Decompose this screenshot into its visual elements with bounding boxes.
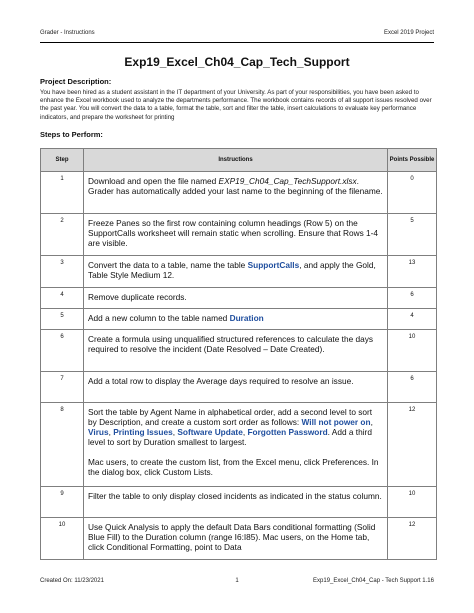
footer-created: Created On: 11/23/2021 <box>40 578 104 584</box>
step-number: 10 <box>41 518 84 560</box>
mac-note: Mac users, to create the custom list, from the Excel menu, click Preferences. In the dialog box, click Custom Lists. <box>88 457 379 477</box>
col-header-step: Step <box>41 149 84 172</box>
sort-item: Software Update <box>177 427 243 437</box>
instruction-cell <box>84 403 388 487</box>
step-number: 4 <box>41 288 84 309</box>
steps-table <box>40 148 437 560</box>
table-row <box>41 309 437 330</box>
points-value: 12 <box>388 518 437 560</box>
points-value: 6 <box>388 288 437 309</box>
points-value: 10 <box>388 487 437 518</box>
page-title: Exp19_Excel_Ch04_Cap_Tech_Support <box>124 55 350 69</box>
table-row <box>41 403 437 487</box>
footer-doc-name: Exp19_Excel_Ch04_Cap - Tech Support 1.16 <box>313 578 434 584</box>
points-value: 6 <box>388 372 437 403</box>
points-value: 13 <box>388 256 437 288</box>
points-value: 10 <box>388 330 437 372</box>
sort-item: Virus <box>88 427 109 437</box>
table-row <box>41 518 437 560</box>
instruction-text: Download and open the file named <box>88 176 219 186</box>
table-row <box>41 330 437 372</box>
sort-item: Forgotten Password <box>247 427 328 437</box>
step-number: 9 <box>41 487 84 518</box>
sort-item: Will not power on <box>301 417 371 427</box>
table-row <box>41 256 437 288</box>
instruction-text: Freeze Panes so the first row containing column headings (Row 5) on the SupportCalls worksheet will remain static when scrolling. Ensure that Rows 1-4 are visible. <box>84 214 388 256</box>
points-value: 12 <box>388 403 437 487</box>
step-number: 6 <box>41 330 84 372</box>
separator: , <box>172 427 178 437</box>
points-value: 4 <box>388 309 437 330</box>
col-header-points: Points Possible <box>388 149 437 172</box>
table-row <box>41 214 437 256</box>
steps-heading: Steps to Perform: <box>40 130 103 139</box>
instruction-text: . Add a third level to sort by Duration smallest to largest. <box>88 427 372 447</box>
table-row <box>41 288 437 309</box>
col-header-instructions: Instructions <box>84 149 388 172</box>
instruction-text: Filter the table to only display closed incidents as indicated in the status column. <box>84 487 388 518</box>
sort-item: Printing Issues <box>113 427 173 437</box>
table-name-highlight: SupportCalls <box>247 260 300 270</box>
instruction-text: Add a new column to the table named <box>88 313 230 323</box>
file-name: EXP19_Ch04_Cap_TechSupport.xlsx <box>218 176 357 186</box>
table-row <box>41 372 437 403</box>
step-number: 7 <box>41 372 84 403</box>
project-description: You have been hired as a student assistant in the IT department of your University. As part of your responsibilities, you have been asked to enhance the Excel workbook used to analyze the departments performance. The workbook contains records of all support issues resolved over the past year. You will convert the data to a table, format the table, sort and filter the table, insert calculations to evaluate key performance indicators, and prepare the worksheet for printing <box>40 89 432 121</box>
points-value: 0 <box>388 172 437 214</box>
step-number: 1 <box>41 172 84 214</box>
table-header-row <box>41 149 437 172</box>
description-heading: Project Description: <box>40 77 112 86</box>
instruction-text: Sort the table by Agent Name in alphabetical order, add a second level to sort by Description, and create a custom sort order as follows: <box>88 407 373 427</box>
table-row <box>41 172 437 214</box>
separator: , <box>108 427 114 437</box>
step-number: 5 <box>41 309 84 330</box>
page-header <box>40 30 434 43</box>
header-left: Grader - Instructions <box>40 30 95 36</box>
table-row <box>41 487 437 518</box>
instruction-text: Remove duplicate records. <box>84 288 388 309</box>
step-number: 8 <box>41 403 84 487</box>
instruction-cell <box>84 309 388 330</box>
footer-page-number: 1 <box>235 578 239 584</box>
instruction-text: , and apply the Gold, Table Style Medium 12. <box>88 260 376 280</box>
instruction-cell <box>84 256 388 288</box>
column-name-highlight: Duration <box>229 313 264 323</box>
instruction-text: Add a total row to display the Average days required to resolve an issue. <box>84 372 388 403</box>
header-right: Excel 2019 Project <box>383 30 434 36</box>
step-number: 3 <box>41 256 84 288</box>
instruction-cell <box>84 172 388 214</box>
instruction-text: Convert the data to a table, name the table <box>88 260 248 270</box>
instruction-text: Create a formula using unqualified structured references to calculate the days required to resolve the incident (Date Resolved – Date Created). <box>84 330 388 372</box>
separator: , <box>242 427 248 437</box>
instruction-text: Use Quick Analysis to apply the default Data Bars conditional formatting (Solid Blue Fill) to the Duration column (range I6:I85). Mac users, on the Home tab, click Conditional Formatting, point to Data <box>84 518 388 560</box>
separator: , <box>370 417 373 427</box>
instruction-text: . Grader has automatically added your last name to the beginning of the filename. <box>88 176 383 196</box>
step-number: 2 <box>41 214 84 256</box>
points-value: 5 <box>388 214 437 256</box>
